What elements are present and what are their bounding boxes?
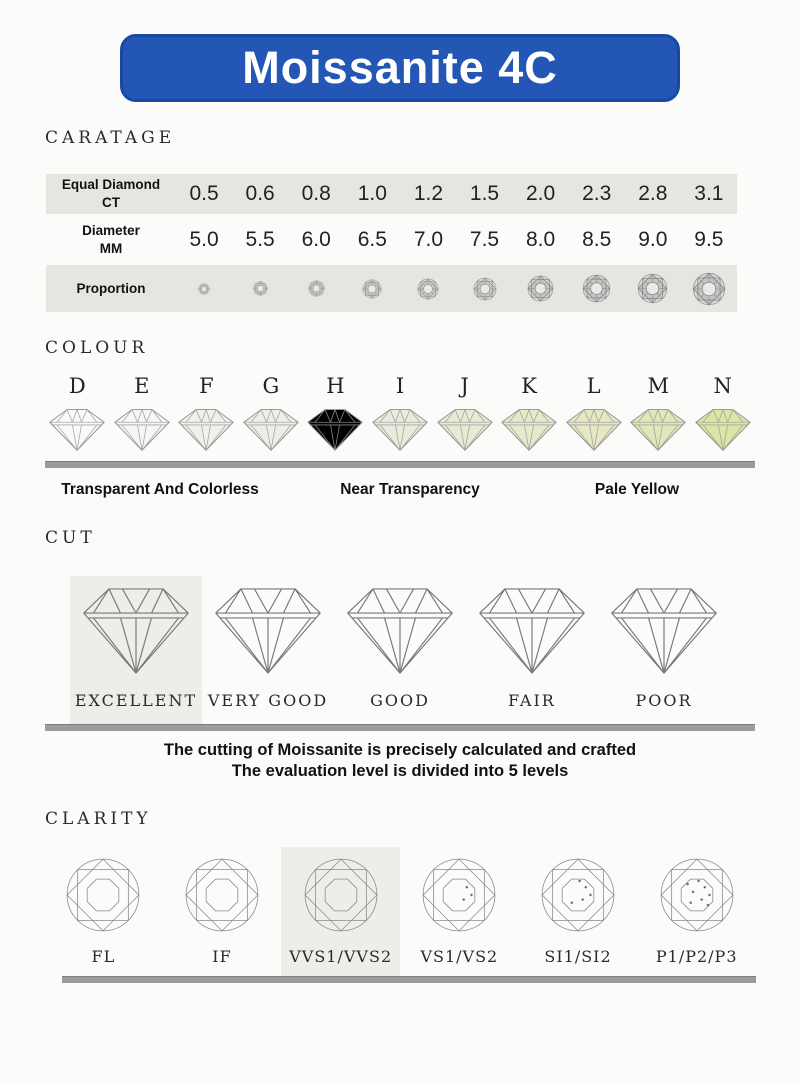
caratage-row-proportion (46, 265, 737, 312)
ct-value: 1.5 (469, 182, 500, 205)
page-title: Moissanite 4C (242, 42, 558, 93)
clarity-grade-item (637, 847, 756, 976)
colour-gem-icon (694, 406, 752, 453)
caratage-table (46, 174, 737, 312)
colour-gem-icon (306, 406, 364, 453)
clarity-grade-item (519, 847, 638, 976)
proportion-gem-icon (362, 279, 382, 299)
colour-gem-icon (436, 406, 494, 453)
clarity-grade-label: P1/P2/P3 (655, 946, 738, 966)
cut-note-line-2: The evaluation level is divided into 5 levels (231, 762, 569, 781)
colour-grade-letter: M (647, 374, 669, 398)
caratage-row-mm (46, 214, 737, 265)
proportion-gem-icon (527, 275, 554, 302)
proportion-gem-icon (308, 280, 325, 297)
proportion-gem-icon (253, 281, 268, 296)
row-label-ct: Equal Diamond CT (61, 177, 161, 210)
proportion-gem-icon (417, 278, 439, 300)
caratage-heading: CARATAGE (45, 128, 176, 148)
colour-gem-icon (242, 406, 300, 453)
cut-grade-item (70, 576, 202, 724)
cut-divider (45, 724, 755, 731)
colour-gem-row (45, 406, 755, 453)
colour-grade-letter: G (262, 374, 280, 398)
ct-value: 0.6 (245, 182, 275, 205)
colour-grade-letter: I (395, 374, 405, 398)
colour-category-label: Pale Yellow (594, 481, 680, 498)
colour-grade-letter: H (326, 374, 345, 398)
cut-grade-label: EXCELLENT (74, 691, 198, 710)
cut-note-line-1: The cutting of Moissanite is precisely calculated and crafted (163, 741, 637, 759)
colour-category-label: Near Transparency (340, 481, 480, 498)
mm-value: 6.5 (357, 227, 387, 251)
clarity-grade-label: SI1/SI2 (544, 946, 612, 966)
mm-value: 9.0 (638, 227, 668, 251)
cut-heading: CUT (45, 528, 96, 548)
ct-value: 2.3 (582, 182, 612, 205)
ct-value: 1.2 (413, 182, 444, 205)
proportion-gem-icon (582, 274, 611, 303)
colour-grade-letter: J (460, 374, 469, 398)
colour-gem-icon (629, 406, 687, 453)
cut-diamond-icon (474, 584, 590, 677)
proportion-gem-icon (692, 272, 726, 306)
clarity-diamond-icon (539, 856, 617, 934)
cut-grade-item (598, 576, 730, 724)
colour-letter-row (45, 374, 755, 398)
colour-grade-letter: K (521, 374, 537, 398)
cut-grade-row (45, 576, 755, 724)
ct-value: 0.5 (189, 182, 219, 205)
colour-gem-icon (565, 406, 623, 453)
clarity-grade-label: VVS1/VVS2 (289, 946, 393, 966)
proportion-gem-icon (473, 277, 497, 301)
cut-grade-label: POOR (635, 691, 693, 710)
colour-category-row (45, 481, 755, 502)
mm-value: 8.5 (582, 227, 612, 251)
cut-grade-label: FAIR (508, 691, 556, 710)
clarity-grade-item (44, 847, 163, 976)
cut-diamond-icon (78, 584, 194, 677)
row-label-proportion: Proportion (76, 280, 146, 296)
clarity-divider (62, 976, 756, 983)
ct-value: 3.1 (694, 182, 724, 205)
clarity-diamond-icon (302, 856, 380, 934)
mm-value: 7.5 (469, 227, 500, 251)
mm-value: 7.0 (413, 227, 444, 251)
clarity-grade-label: FL (91, 946, 116, 966)
colour-grade-letter: L (586, 374, 601, 398)
mm-value: 5.5 (245, 227, 275, 251)
colour-gem-icon (371, 406, 429, 453)
cut-diamond-icon (210, 584, 326, 677)
cut-diamond-icon (342, 584, 458, 677)
ct-value: 2.8 (638, 182, 668, 205)
caratage-row-ct (46, 174, 737, 214)
clarity-grade-row (44, 847, 756, 976)
clarity-diamond-icon (420, 856, 498, 934)
cut-grade-label: VERY GOOD (207, 691, 329, 710)
title-banner (120, 34, 680, 102)
proportion-gem-icon (198, 283, 210, 295)
cut-grade-label: GOOD (370, 691, 430, 710)
colour-divider (45, 461, 755, 468)
clarity-diamond-icon (183, 856, 261, 934)
clarity-heading: CLARITY (45, 808, 152, 829)
proportion-gem-icon (637, 273, 668, 304)
colour-grade-letter: N (713, 374, 732, 398)
mm-value: 5.0 (189, 227, 219, 251)
mm-value: 6.0 (301, 227, 331, 251)
ct-value: 1.0 (357, 182, 387, 205)
mm-value: 9.5 (694, 227, 724, 251)
clarity-grade-label: VS1/VS2 (420, 946, 499, 966)
cut-grade-item (466, 576, 598, 724)
colour-gem-icon (48, 406, 106, 453)
cut-grade-item (202, 576, 334, 724)
clarity-grade-item (163, 847, 282, 976)
colour-gem-icon (500, 406, 558, 453)
cut-grade-item (334, 576, 466, 724)
colour-grade-letter: E (134, 374, 150, 398)
mm-value: 8.0 (526, 227, 556, 251)
cut-diamond-icon (606, 584, 722, 677)
clarity-diamond-icon (658, 856, 736, 934)
colour-gem-icon (113, 406, 171, 453)
colour-heading: COLOUR (45, 338, 149, 358)
colour-grade-letter: D (68, 374, 86, 398)
clarity-grade-item (400, 847, 519, 976)
colour-gem-icon (177, 406, 235, 453)
row-label-mm: Diameter MM (82, 222, 140, 256)
ct-value: 0.8 (301, 182, 331, 205)
colour-grade-letter: F (199, 374, 214, 398)
colour-category-label: Transparent And Colorless (61, 481, 259, 498)
clarity-grade-item (281, 847, 400, 976)
clarity-grade-label: IF (212, 946, 232, 966)
clarity-diamond-icon (64, 856, 142, 934)
ct-value: 2.0 (526, 182, 556, 205)
cut-notes (0, 740, 800, 783)
